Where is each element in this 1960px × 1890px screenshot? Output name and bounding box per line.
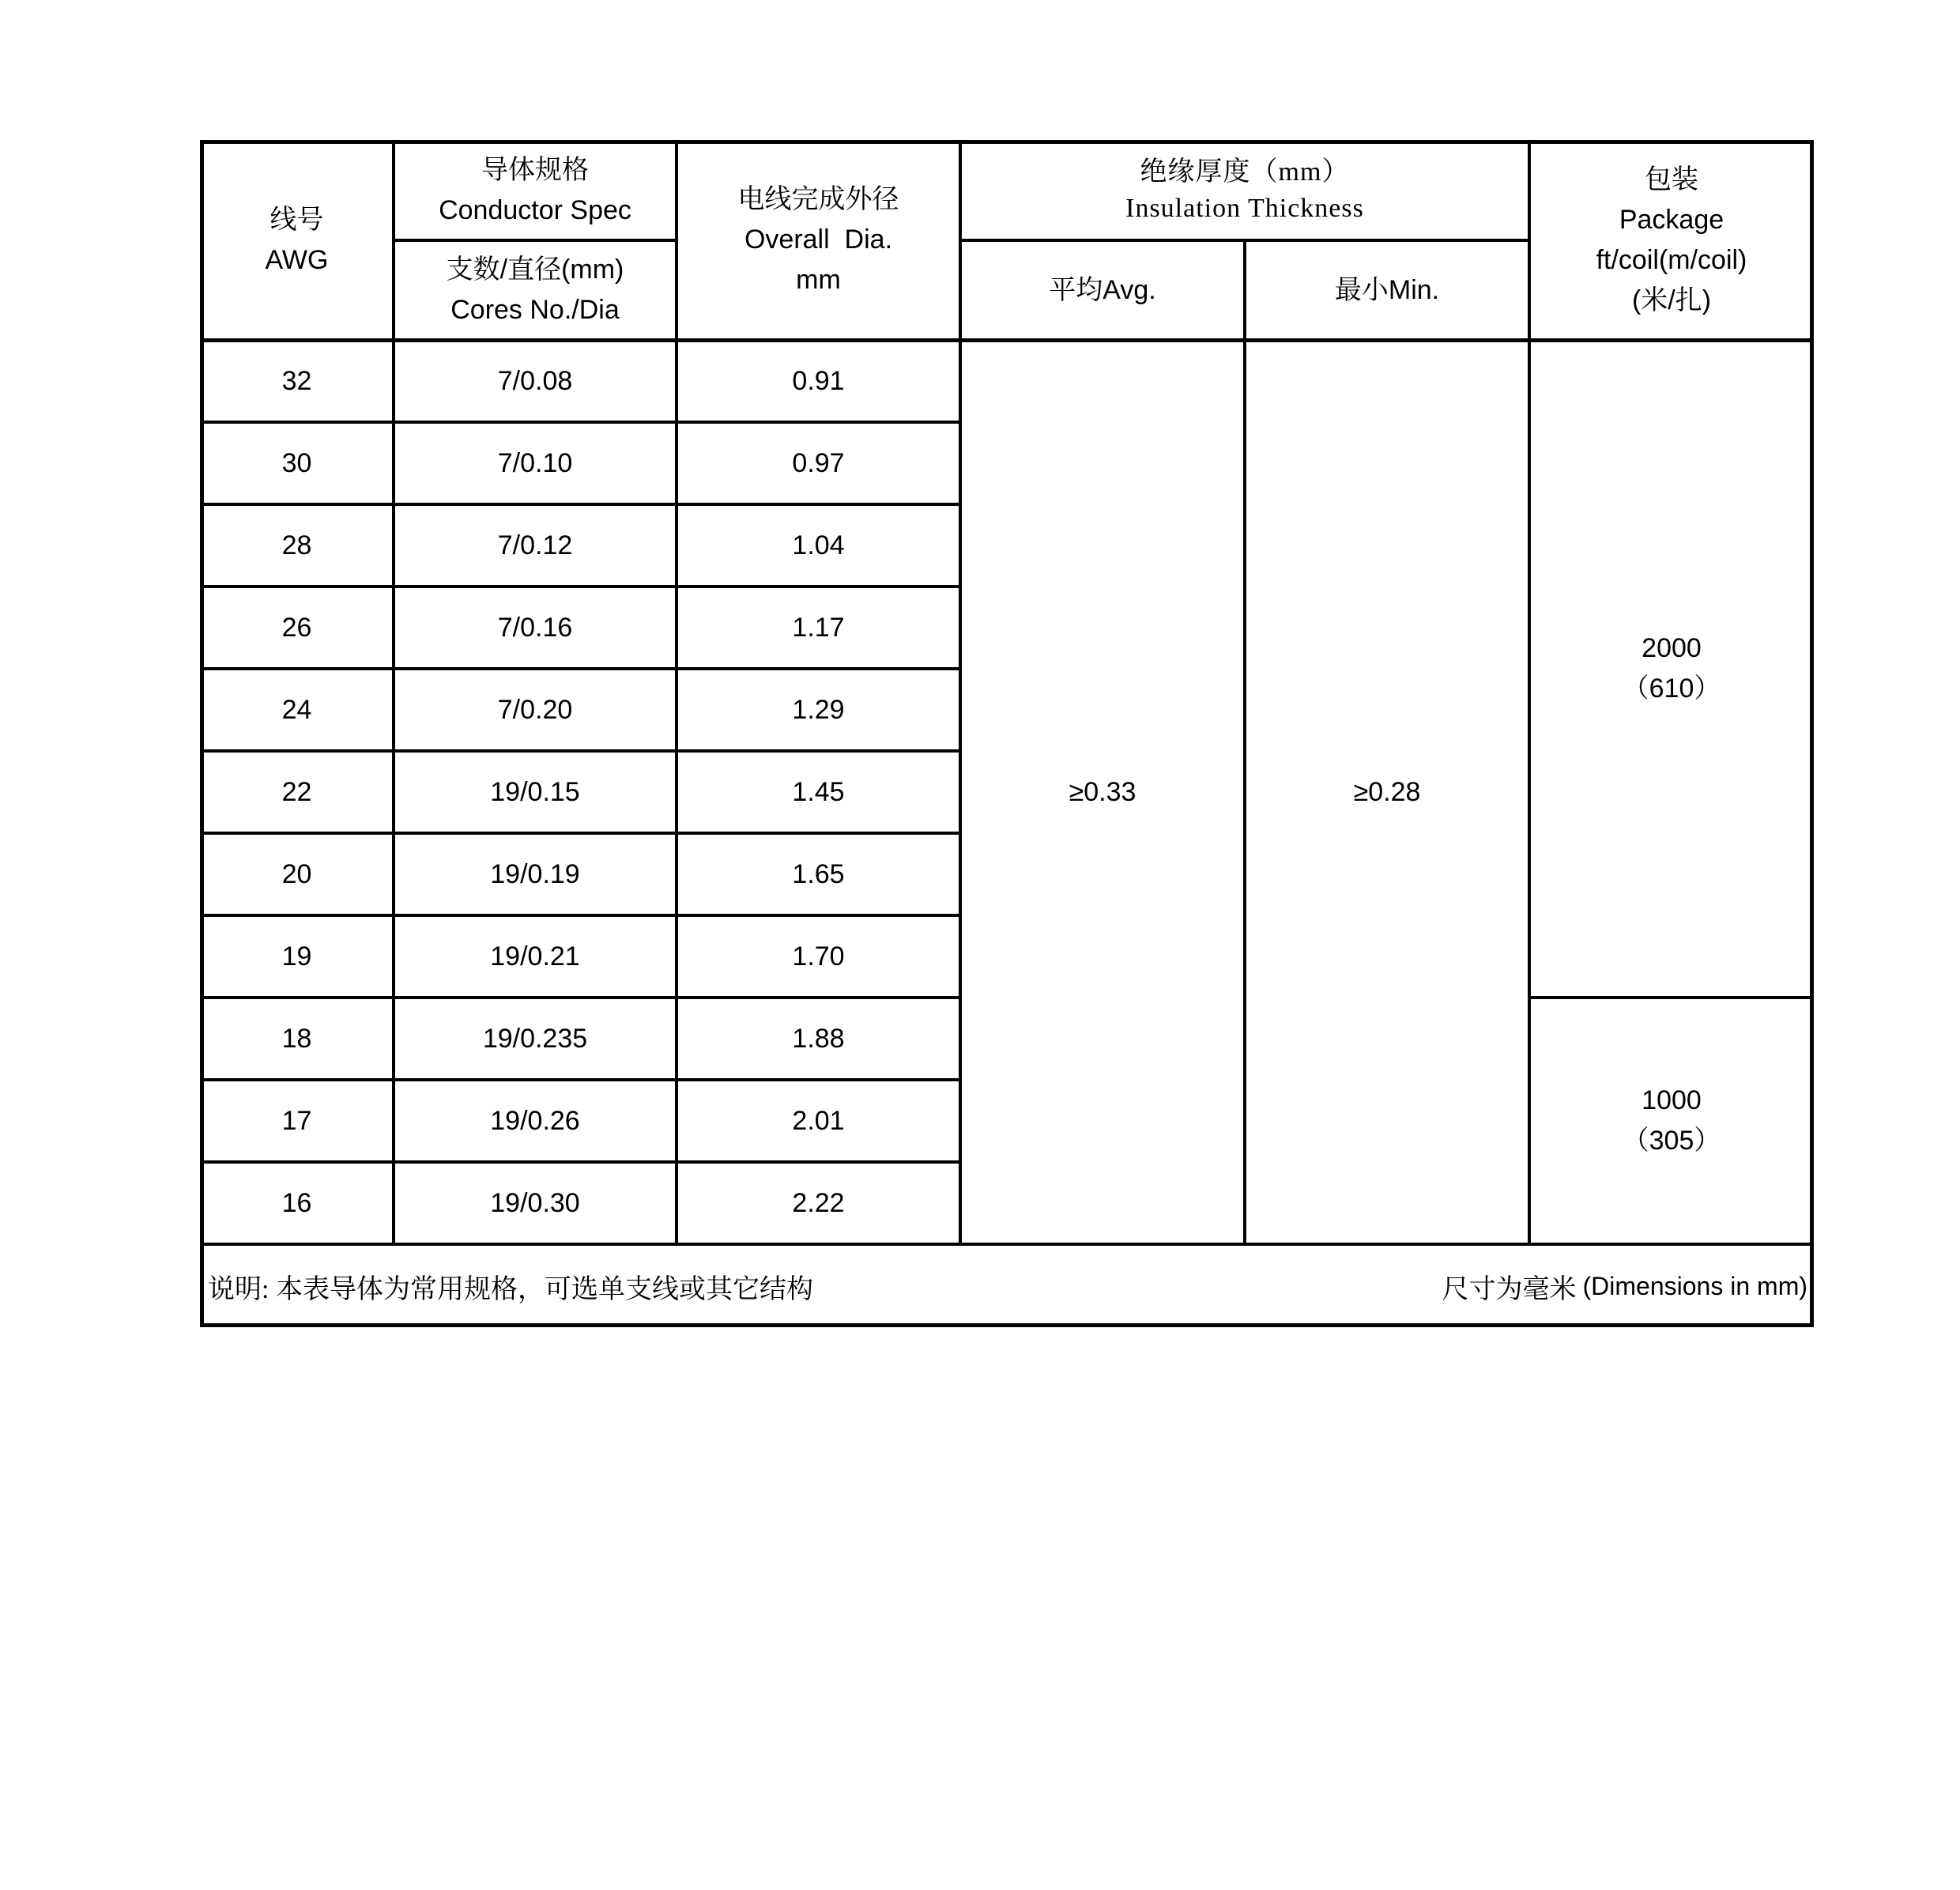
footer-note: 说明: 本表导体为常用规格，可选单支线或其它结构 xyxy=(208,1274,813,1304)
body-bottom-line xyxy=(200,1243,1814,1246)
cell-overall: 0.97 xyxy=(792,447,845,478)
divider xyxy=(394,239,677,242)
header-overall-zh: 电线完成外径 xyxy=(737,184,899,214)
wire-spec-table xyxy=(200,140,1814,1326)
cell-overall: 1.88 xyxy=(792,1023,845,1054)
cell-overall: 1.29 xyxy=(792,694,845,725)
cell-awg: 16 xyxy=(281,1187,312,1218)
cell-awg: 30 xyxy=(281,447,312,478)
header-avg xyxy=(960,240,1245,340)
header-cores xyxy=(394,240,677,340)
cell-awg: 17 xyxy=(281,1105,312,1136)
cell-awg: 32 xyxy=(281,365,312,396)
cell-overall: 2.22 xyxy=(792,1187,845,1218)
divider xyxy=(1243,240,1246,1244)
header-package xyxy=(1529,140,1814,340)
header-package-unit: ft/coil(m/coil) xyxy=(1596,244,1747,275)
cell-overall: 1.70 xyxy=(792,941,845,971)
border-right xyxy=(1810,140,1814,1327)
cell-awg: 28 xyxy=(281,530,312,560)
package-m: （305） xyxy=(1622,1126,1721,1156)
header-awg-zh: 线号 xyxy=(270,204,324,235)
cell-awg: 18 xyxy=(281,1023,312,1054)
header-package-zh: 包装 xyxy=(1645,164,1698,194)
header-insulation xyxy=(960,140,1529,240)
header-conductor xyxy=(394,140,677,240)
footer-dims-zh: 尺寸为毫米 xyxy=(1442,1273,1577,1304)
divider xyxy=(1528,140,1531,1244)
divider xyxy=(200,832,960,835)
cell-overall: 1.17 xyxy=(792,612,845,643)
header-awg xyxy=(200,140,394,340)
cell-overall: 1.45 xyxy=(792,776,845,807)
divider xyxy=(200,585,960,588)
package-ft: 2000 xyxy=(1642,633,1702,663)
divider xyxy=(200,1078,960,1081)
cell-package-2000 xyxy=(1529,340,1814,998)
cell-cores: 19/0.15 xyxy=(490,776,580,807)
header-cores-en: Cores No./Dia xyxy=(450,295,620,325)
header-overall-dia xyxy=(677,140,960,340)
header-cores-zh: 支数/直径(mm) xyxy=(446,255,624,285)
header-avg-label: 平均Avg. xyxy=(1049,274,1156,305)
divider xyxy=(1529,996,1814,999)
cell-awg: 26 xyxy=(281,612,312,643)
border-bottom xyxy=(200,1323,1814,1327)
package-ft: 1000 xyxy=(1642,1085,1702,1115)
cell-awg: 24 xyxy=(281,694,312,725)
cell-cores: 7/0.16 xyxy=(497,612,573,643)
cell-awg: 19 xyxy=(281,941,312,971)
divider xyxy=(200,1160,960,1164)
border-top xyxy=(200,140,1814,144)
cell-cores: 19/0.235 xyxy=(482,1023,588,1054)
header-conductor-en: Conductor Spec xyxy=(439,194,631,225)
cell-package-1000 xyxy=(1529,998,1814,1244)
divider xyxy=(200,667,960,670)
cell-cores: 19/0.30 xyxy=(490,1187,580,1218)
header-overall-unit: mm xyxy=(796,265,841,295)
footer-dims-en: (Dimensions in mm) xyxy=(1582,1271,1807,1300)
divider xyxy=(200,503,960,506)
cell-cores: 7/0.08 xyxy=(497,365,573,396)
cell-cores: 7/0.12 xyxy=(497,530,573,560)
header-awg-en: AWG xyxy=(265,244,329,275)
cell-overall: 1.65 xyxy=(792,858,845,889)
header-package-en: Package xyxy=(1619,204,1724,235)
divider xyxy=(200,914,960,917)
cell-overall: 2.01 xyxy=(792,1105,845,1136)
divider xyxy=(200,421,960,424)
header-bottom-line xyxy=(200,338,1814,342)
footer-dimensions xyxy=(1442,1245,1807,1327)
header-conductor-zh: 导体规格 xyxy=(481,154,589,185)
header-min xyxy=(1245,240,1529,340)
cell-cores: 19/0.21 xyxy=(490,941,580,971)
header-insulation-en: Insulation Thickness xyxy=(1125,193,1364,223)
cell-cores: 19/0.26 xyxy=(490,1105,580,1136)
cell-insulation-min: ≥0.28 xyxy=(1353,776,1421,807)
divider xyxy=(200,996,960,999)
cell-awg: 22 xyxy=(281,776,312,807)
cell-overall: 0.91 xyxy=(792,365,845,396)
header-insulation-zh: 绝缘厚度（mm） xyxy=(1140,157,1350,187)
cell-insulation-avg: ≥0.33 xyxy=(1069,776,1136,807)
cell-overall: 1.04 xyxy=(792,530,845,560)
cell-cores: 19/0.19 xyxy=(490,858,580,889)
header-overall-en: Overall Dia. xyxy=(744,224,893,255)
border-left xyxy=(200,140,204,1327)
header-package-unit-zh: (米/扎) xyxy=(1631,285,1712,315)
cell-cores: 7/0.10 xyxy=(497,447,573,478)
header-min-label: 最小Min. xyxy=(1334,274,1440,305)
cell-cores: 7/0.20 xyxy=(497,694,573,725)
package-m: （610） xyxy=(1622,673,1721,704)
divider xyxy=(200,749,960,753)
cell-awg: 20 xyxy=(281,858,312,889)
